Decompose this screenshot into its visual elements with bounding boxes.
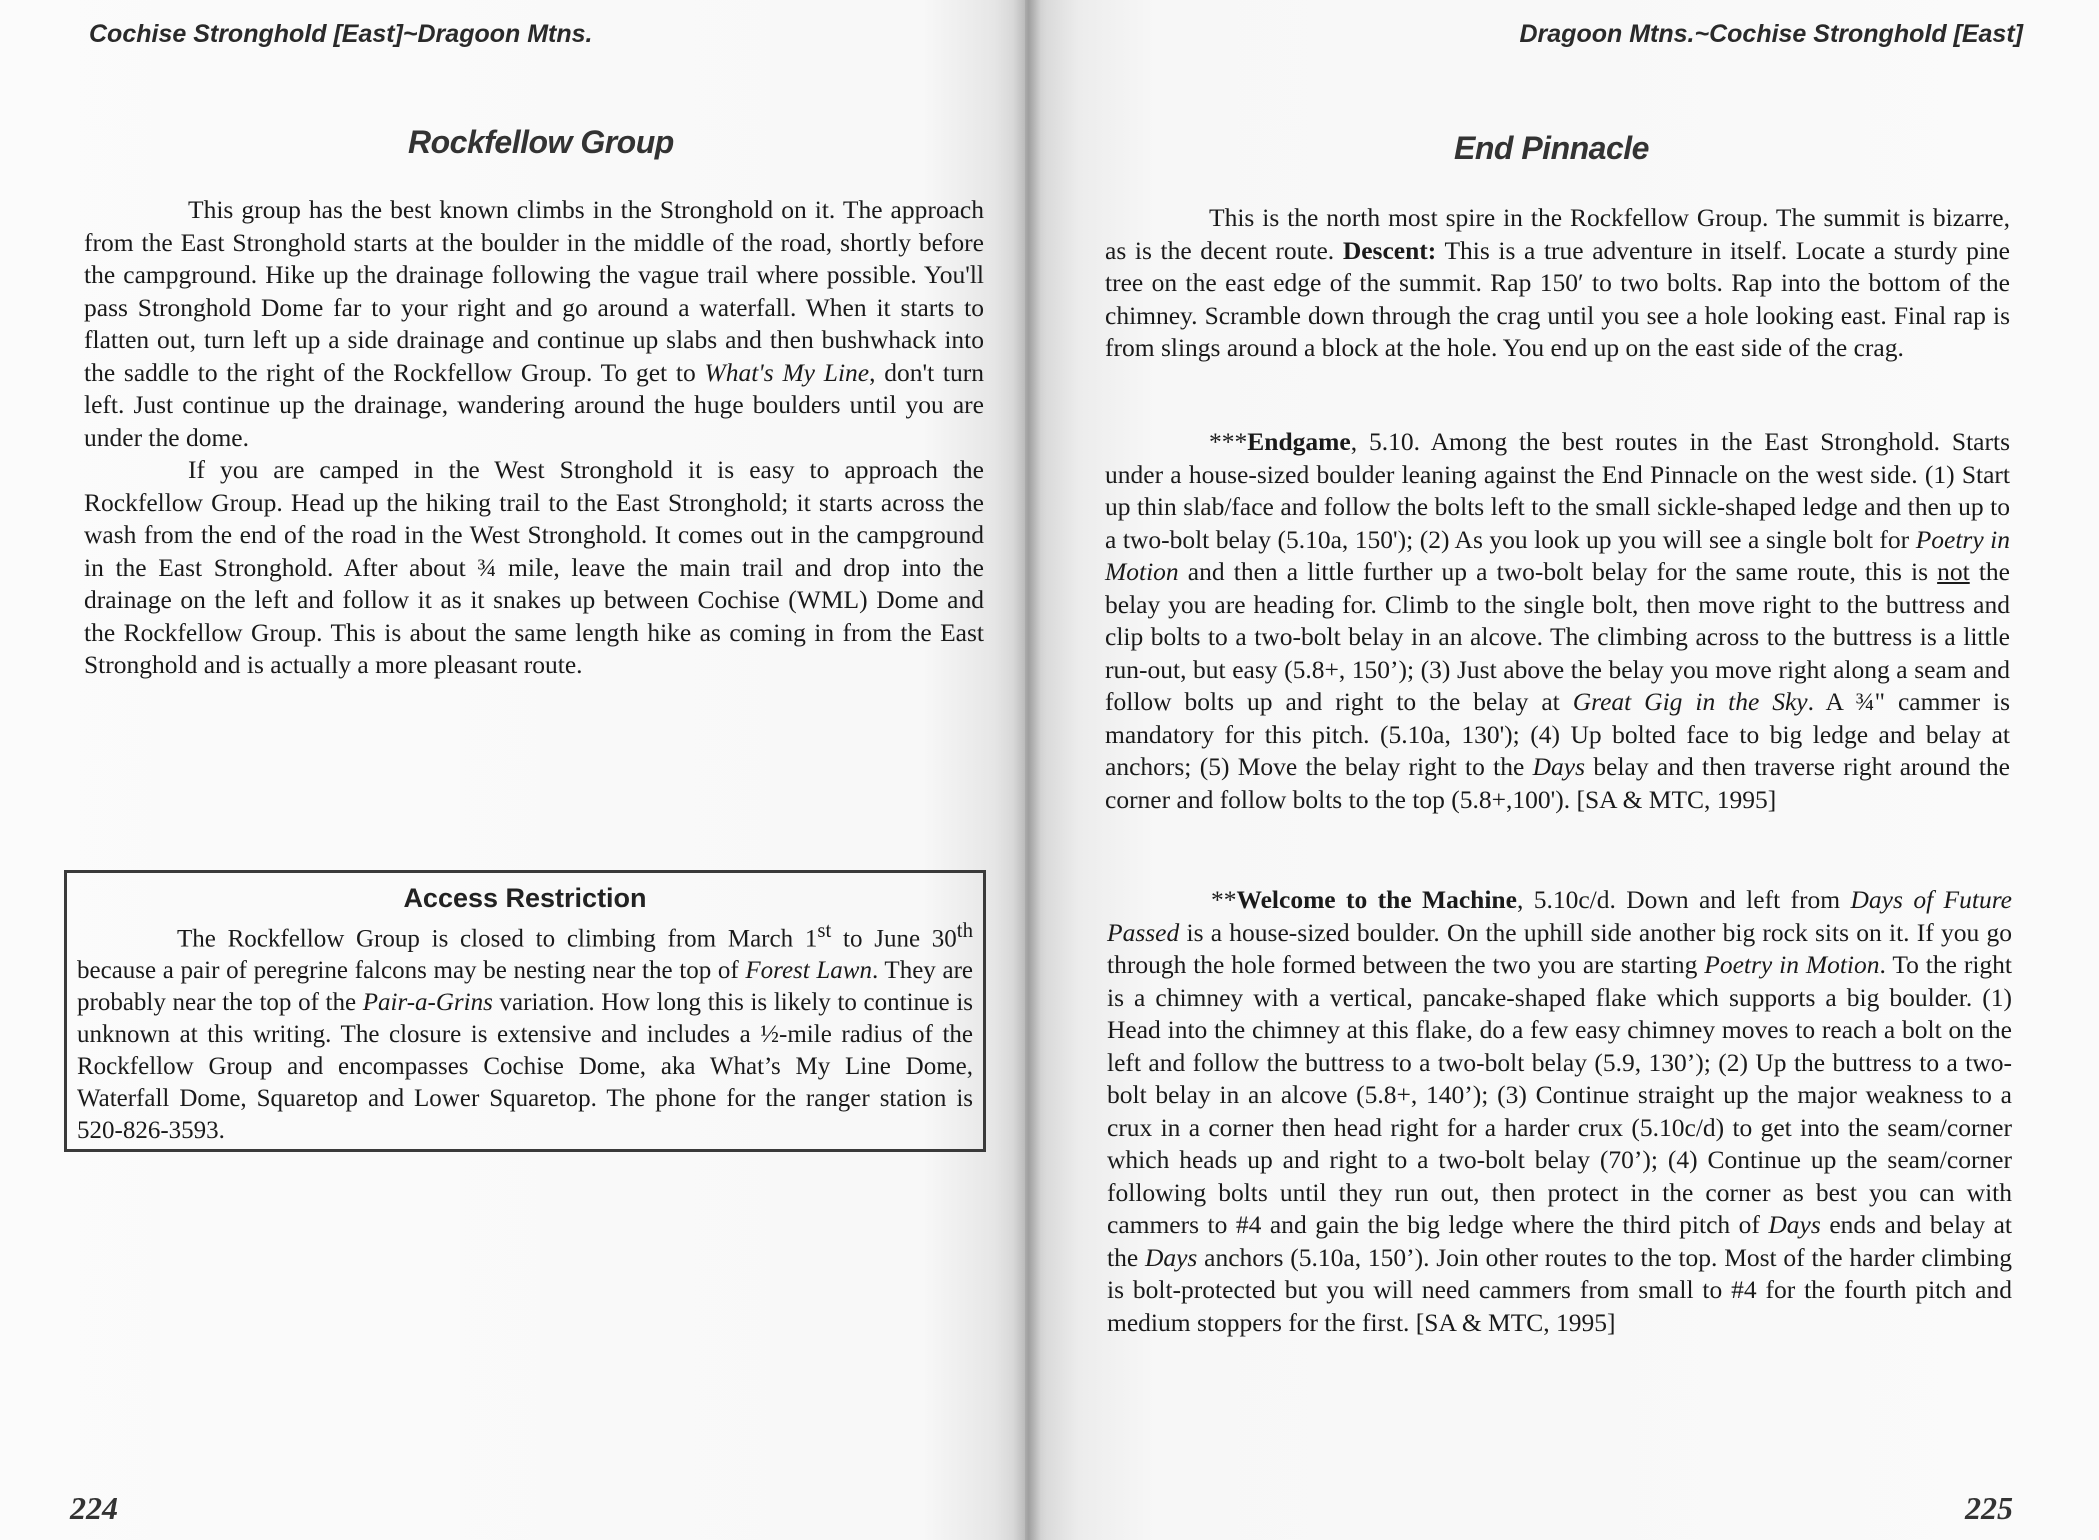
route-name-endgame: Endgame <box>1247 427 1351 456</box>
paragraph-approach-east: This group has the best known climbs in the Stronghold on it. The approach from the East Stronghold starts at the boulder in the middle of the road, shortly before the campground. Hike up the drainage following the vague trail where possible. You'll pass Stronghold Dome far to your right and go around a waterfall. When it starts to flatten out, turn left up a side drainage and continue up slabs and then bushwhack into the saddle to the right of the Rockfellow Group. To get to What's My Line, don't turn left. Just continue up the drainage, wandering around the huge boulders until you are under the dome. <box>84 195 984 452</box>
star-rating: *** <box>1209 427 1248 456</box>
section-title-rockfellow-group: Rockfellow Group <box>408 124 674 160</box>
route-endgame: ***Endgame, 5.10. Among the best routes in the East Stronghold. Starts under a house-sized boulder leaning against the End Pinnacle on the west side. (1) Start up thin slab/face and follow the bolts left to the small sickle-shaped ledge and then up to a two-bolt belay (5.10a, 150'); (2) As you look up you will see a single bolt for Poetry in Motion and then a little further up a two-bolt belay for the same route, this is not the belay you are heading for. Climb to the single bolt, then move right to the buttress and clip bolts to a two-bolt belay in an alcove. The climbing across to the buttress is a little run-out, but easy (5.8+, 150’); (3) Just above the belay you move right along a seam and follow bolts up and right to the belay at Great Gig in the Sky. A ¾" cammer is mandatory for this pitch. (5.10a, 130'); (4) Up bolted face to big ledge and belay at anchors; (5) Move the belay right to the Days belay and then traverse right around the corner and follow bolts to the top (5.8+,100'). [SA & MTC, 1995] <box>1105 427 2011 814</box>
page-number-left: 224 <box>70 1490 118 1526</box>
section-title-end-pinnacle: End Pinnacle <box>1454 130 1649 166</box>
route-welcome-to-the-machine: **Welcome to the Machine, 5.10c/d. Down and left from Days of Future Passed is a house-sized boulder. On the uphill side another big rock sits on it. If you go through the hole formed between the two you are starting Poetry in Motion. To the right is a chimney with a vertical, pancake-shaped flake which supports a big boulder. (1) Head into the chimney at this flake, do a few easy chimney moves to reach a bolt on the left and follow the buttress to a two-bolt belay (5.9, 130’); (2) Up the buttress to a two-bolt belay in an alcove (5.8+, 140’); (3) Continue straight up the major weakness to a crux in a corner then head right for a harder crux (5.10c/d) to get into the seam/corner which heads up and right to a two-bolt belay (70’); (4) Continue up the seam/corner following bolts until they run out, then protect in the corner as best you can with cammers to #4 and gain the big ledge where the third pitch of Days ends and belay at the Days anchors (5.10a, 150’). Join other routes to the top. Most of the harder climbing is bolt-protected but you will need cammers from small to #4 for the fourth pitch and medium stoppers for the first. [SA & MTC, 1995] <box>1107 885 2013 1337</box>
star-rating: ** <box>1211 885 1237 914</box>
access-restriction-text: The Rockfellow Group is closed to climbing from March 1st to June 30th because a pair of peregrine falcons may be nesting near the top of Forest Lawn. They are probably near the top of the Pair-a-Grins variation. How long this is likely to continue is unknown at this writing. The closure is extensive and includes a ½-mile radius of the Rockfellow Group and encompasses Cochise Dome, aka What’s My Line Dome, Waterfall Dome, Squaretop and Lower Squaretop. The phone for the ranger station is 520-826-3593. <box>77 918 973 1145</box>
rockfellow-intro-text <box>84 194 984 682</box>
access-restriction-box <box>64 870 986 1152</box>
end-pinnacle-description: This is the north most spire in the Rockfellow Group. The summit is bizarre, as is the decent route. Descent: This is a true adventure in itself. Locate a sturdy pine tree on the east edge of the summit. Rap 150′ to two bolts. Rap into the bottom of the chimney. Scramble down through the crag until you see a hole looking east. Final rap is from slings around a block at the hole. You end up on the east side of the crag. <box>1105 203 2010 362</box>
paragraph-approach-west: If you are camped in the West Stronghold it is easy to approach the Rockfellow Group. Head up the hiking trail to the East Stronghold; it starts across the wash from the end of the road in the West Stronghold. It comes out in the campground in the East Stronghold. After about ¾ mile, leave the main trail and drop into the drainage on the left and follow it as it snakes up between Cochise (WML) Dome and the Rockfellow Group. This is about the same length hike as coming in from the East Stronghold and is actually a more pleasant route. <box>84 455 984 679</box>
left-page <box>0 0 1025 1540</box>
route-name-forest-lawn: Forest Lawn <box>745 957 872 985</box>
running-head-right: Dragoon Mtns.~Cochise Stronghold [East] <box>1519 20 2023 48</box>
route-name-pair-a-grins: Pair-a-Grins <box>362 989 493 1017</box>
book-gutter <box>1013 0 1041 1540</box>
descent-label: Descent: <box>1342 235 1437 265</box>
right-page <box>1025 0 2099 1540</box>
route-name-welcome-to-the-machine: Welcome to the Machine <box>1236 885 1517 914</box>
access-restriction-title: Access Restriction <box>403 883 647 913</box>
running-head-left: Cochise Stronghold [East]~Dragoon Mtns. <box>89 20 593 48</box>
page-number-right: 225 <box>1965 1490 2013 1526</box>
route-name-whats-my-line: What's My Line <box>704 357 870 387</box>
